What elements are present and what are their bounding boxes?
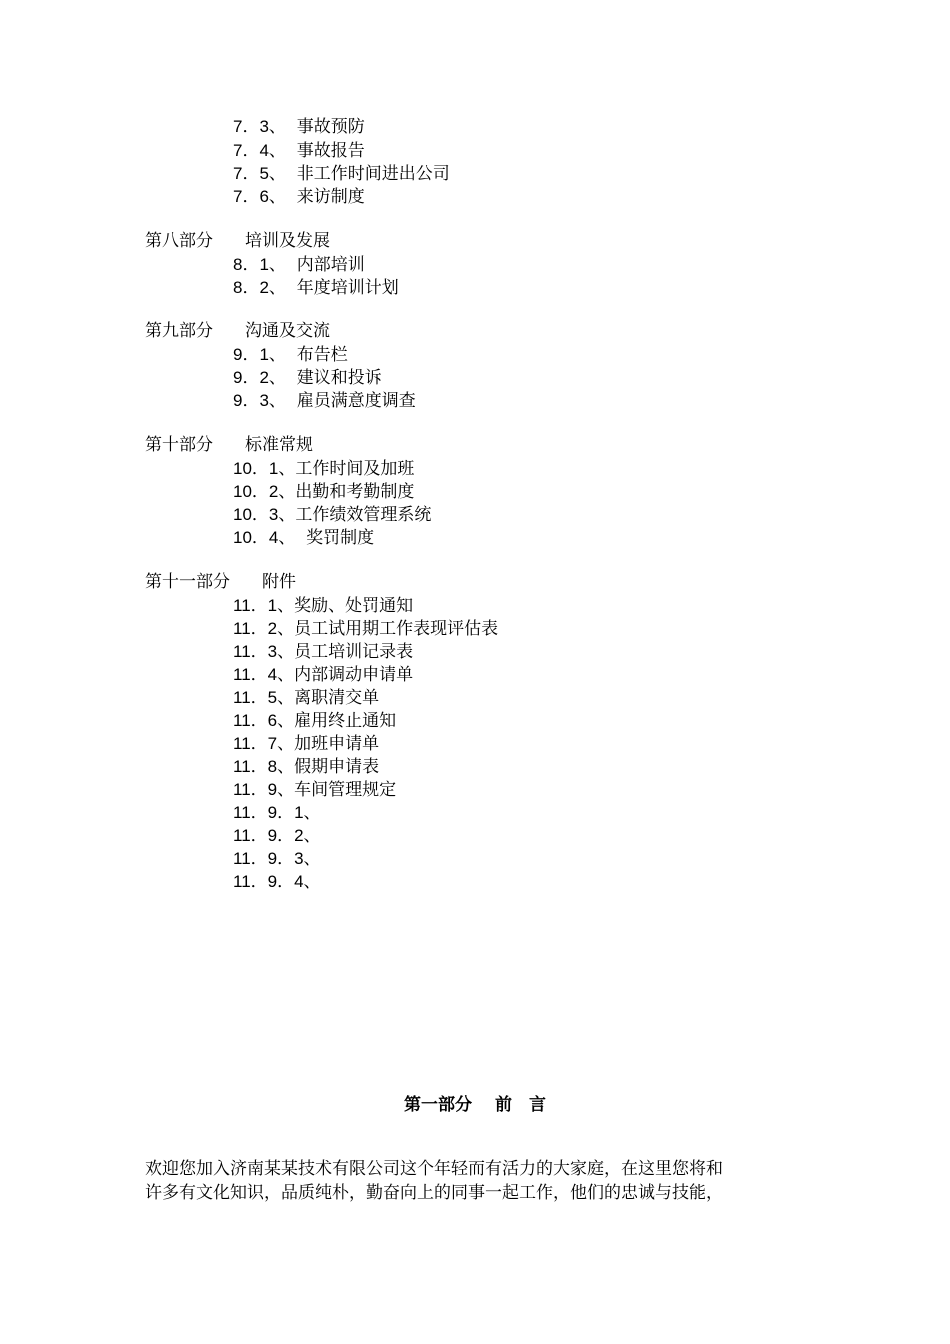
toc-section-11: [145, 571, 296, 594]
toc-item-number: 11．9．1、: [233, 803, 321, 822]
intro-paragraph-line-1: 欢迎您加入济南某某技术有限公司这个年轻而有活力的大家庭，在这里您将和: [145, 1159, 723, 1179]
toc-item-number: 7．6、: [233, 187, 286, 206]
toc-item-label: 事故报告: [296, 141, 365, 161]
toc-section-9: [145, 320, 330, 343]
toc-section-10: [145, 434, 313, 457]
toc-item-number: 8．2、: [233, 278, 286, 297]
toc-item-11-5: [233, 686, 379, 710]
toc-section-8: [145, 230, 330, 253]
toc-item-label: 雇用终止通知: [294, 711, 397, 731]
toc-item-number: 11．6、: [233, 711, 295, 730]
toc-item-11-9-3: [233, 847, 321, 871]
toc-item-11-6: [233, 709, 396, 733]
toc-item-label: 内部培训: [296, 255, 365, 275]
toc-item-label: 员工培训记录表: [294, 642, 414, 662]
toc-section-title: 培训及发展: [245, 231, 330, 251]
toc-item-number: 10．1、: [233, 459, 296, 478]
toc-item-number: 7．4、: [233, 141, 286, 160]
toc-section-part: 第十一部分: [145, 572, 230, 592]
toc-section-part: 第十部分: [145, 435, 213, 455]
toc-item-label: 内部调动申请单: [294, 665, 414, 685]
toc-item-number: 11．9．4、: [233, 872, 321, 891]
toc-item-8-1: [233, 253, 365, 277]
toc-item-11-9-2: [233, 824, 321, 848]
toc-item-7-4: [233, 139, 365, 163]
toc-item-number: 9．1、: [233, 345, 286, 364]
toc-item-8-2: [233, 276, 399, 300]
toc-section-title: 沟通及交流: [245, 321, 330, 341]
toc-item-number: 11．7、: [233, 734, 295, 753]
toc-item-number: 11．8、: [233, 757, 295, 776]
toc-item-10-4: [233, 526, 374, 550]
toc-item-10-2: [233, 480, 414, 504]
toc-item-11-2: [233, 617, 498, 641]
toc-item-label: 布告栏: [296, 345, 348, 365]
toc-item-number: 10．2、: [233, 482, 296, 501]
toc-item-number: 11．9、: [233, 780, 295, 799]
toc-item-7-6: [233, 185, 365, 209]
toc-item-number: 11．5、: [233, 688, 295, 707]
toc-item-number: 11．9．3、: [233, 849, 321, 868]
toc-item-number: 9．2、: [233, 368, 286, 387]
toc-item-label: 工作时间及加班: [295, 459, 415, 479]
toc-item-7-3: [233, 115, 365, 139]
toc-item-11-1: [233, 594, 413, 618]
toc-section-title: 标准常规: [245, 435, 313, 455]
toc-item-11-3: [233, 640, 413, 664]
toc-item-number: 11．2、: [233, 619, 295, 638]
intro-paragraph-line-2: 许多有文化知识，品质纯朴，勤奋向上的同事一起工作，他们的忠诚与技能，: [145, 1183, 723, 1203]
toc-item-label: 年度培训计划: [296, 278, 399, 298]
toc-item-11-9-4: [233, 870, 321, 894]
toc-item-10-1: [233, 457, 414, 481]
toc-item-9-3: [233, 389, 416, 413]
toc-item-label: 事故预防: [296, 117, 365, 137]
toc-item-label: 非工作时间进出公司: [296, 164, 450, 184]
toc-item-number: 8．1、: [233, 255, 286, 274]
toc-item-label: 员工试用期工作表现评估表: [294, 619, 499, 639]
toc-section-part: 第八部分: [145, 231, 213, 251]
toc-item-10-3: [233, 503, 431, 527]
toc-item-number: 11．3、: [233, 642, 295, 661]
toc-item-number: 11．1、: [233, 596, 295, 615]
toc-item-11-9-1: [233, 801, 321, 825]
toc-item-number: 10．3、: [233, 505, 296, 524]
toc-item-label: 奖罚制度: [300, 528, 375, 548]
toc-item-number: 7．3、: [233, 117, 286, 136]
toc-item-7-5: [233, 162, 450, 186]
toc-item-9-1: [233, 343, 348, 367]
toc-item-11-9: [233, 778, 396, 802]
toc-item-label: 加班申请单: [294, 734, 380, 754]
toc-item-9-2: [233, 366, 382, 390]
toc-item-label: 假期申请表: [294, 757, 380, 777]
chapter-heading: 第一部分 前 言: [404, 1095, 546, 1115]
toc-section-title: 附件: [262, 572, 296, 592]
toc-item-label: 离职清交单: [294, 688, 380, 708]
toc-item-number: 9．3、: [233, 391, 286, 410]
toc-item-11-4: [233, 663, 413, 687]
toc-section-part: 第九部分: [145, 321, 213, 341]
toc-item-label: 奖励、处罚通知: [294, 596, 414, 616]
toc-item-number: 10．4、: [233, 528, 296, 547]
toc-item-11-7: [233, 732, 379, 756]
toc-item-label: 车间管理规定: [294, 780, 397, 800]
toc-item-label: 出勤和考勤制度: [295, 482, 415, 502]
toc-item-number: 7．5、: [233, 164, 286, 183]
toc-item-label: 雇员满意度调查: [296, 391, 416, 411]
toc-item-label: 建议和投诉: [296, 368, 382, 388]
toc-item-11-8: [233, 755, 379, 779]
toc-item-label: 工作绩效管理系统: [295, 505, 432, 525]
toc-item-label: 来访制度: [296, 187, 365, 207]
toc-item-number: 11．9．2、: [233, 826, 321, 845]
toc-item-number: 11．4、: [233, 665, 295, 684]
